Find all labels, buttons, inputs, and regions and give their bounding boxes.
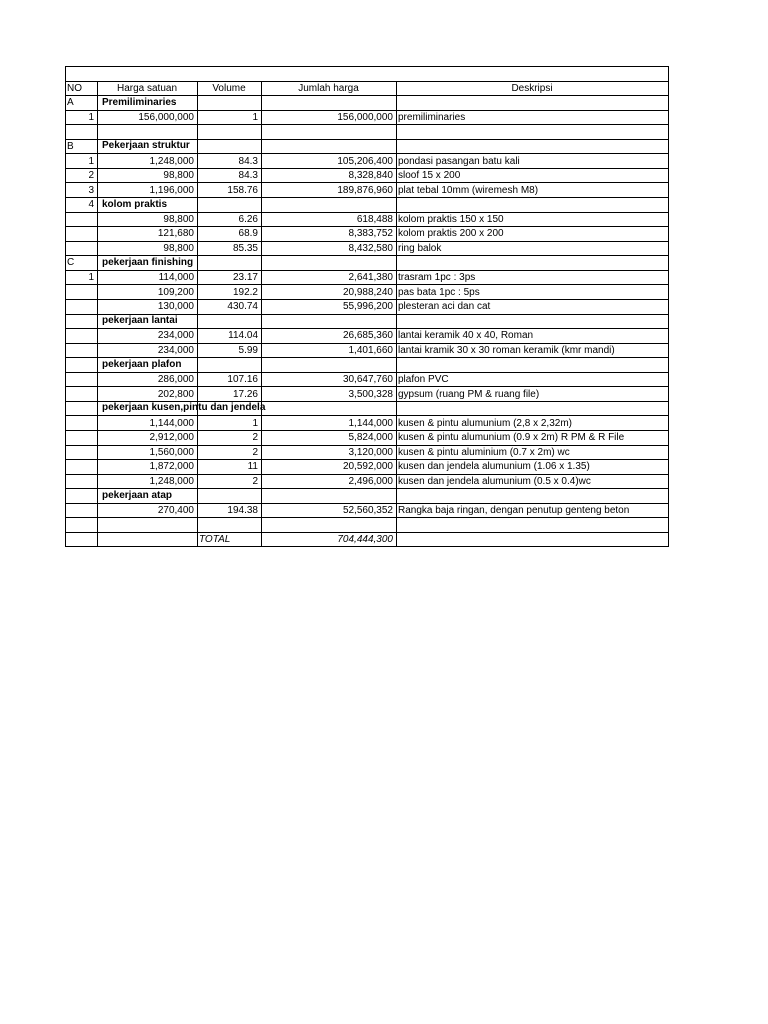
section-title: Pekerjaan struktur [102,140,190,152]
section-title: pekerjaan lantai [102,315,178,327]
deskripsi-cell: ring balok [398,242,442,254]
volume-cell: 194.38 [227,505,258,516]
grid-hline [65,66,669,67]
jumlah-harga-cell: 8,328,840 [348,170,393,182]
jumlah-harga-cell: 26,685,360 [342,330,393,342]
grid-hline [65,445,669,446]
deskripsi-cell: plesteran aci dan cat [398,301,491,313]
volume-cell: 23.17 [232,272,258,284]
jumlah-harga-cell: 189,876,960 [337,184,393,196]
jumlah-harga-cell: 20,592,000 [342,461,393,473]
harga-satuan-cell: 130,000 [157,301,194,313]
jumlah-harga-cell: 1,401,660 [348,344,393,356]
deskripsi-cell: kolom praktis 200 x 200 [398,228,504,240]
grid-hline [65,546,669,547]
grid-hline [65,415,669,416]
harga-satuan-cell: 234,000 [157,330,194,342]
harga-satuan-cell: 121,680 [157,228,194,240]
row-no: 4 [88,199,94,211]
jumlah-harga-cell: 20,988,240 [342,286,393,298]
harga-satuan-cell: 1,248,000 [149,475,194,487]
harga-satuan-cell: 286,000 [157,373,194,385]
volume-cell: 85.35 [232,242,258,254]
row-no: 1 [88,272,94,284]
jumlah-harga-cell: 105,206,400 [337,155,393,167]
section-title: pekerjaan kusen,pintu dan jendela [102,402,266,414]
header-deskripsi: Deskripsi [511,82,553,94]
jumlah-harga-cell: 618,488 [356,213,393,225]
section-title: kolom praktis [102,198,168,210]
volume-cell: 17.26 [232,388,258,400]
harga-satuan-cell: 1,248,000 [149,155,194,167]
grid-hline [65,270,669,271]
harga-satuan-cell: 98,800 [163,242,194,254]
jumlah-harga-cell: 52,560,352 [342,505,393,516]
grid-vline [668,66,669,547]
deskripsi-cell: lantai kramik 30 x 30 roman keramik (kmr mandi) [398,344,615,356]
deskripsi-cell: kusen & pintu alumunium (0.9 x 2m) R PM & R File [398,432,625,444]
volume-cell: 84.3 [238,155,258,167]
jumlah-harga-cell: 5,824,000 [348,432,393,444]
deskripsi-cell: kusen dan jendela alumunium (0.5 x 0.4)wc [398,475,591,487]
jumlah-harga-cell: 3,120,000 [348,446,393,458]
grid-hline [65,168,669,169]
row-no: 2 [88,170,94,182]
volume-cell: 1 [252,111,258,123]
harga-satuan-cell: 109,200 [157,286,194,298]
harga-satuan-cell: 98,800 [163,213,194,225]
harga-satuan-cell: 2,912,000 [149,432,194,444]
volume-cell: 68.9 [238,228,258,240]
section-title: pekerjaan atap [102,489,173,501]
section-title: pekerjaan plafon [102,358,182,370]
harga-satuan-cell: 1,144,000 [149,417,194,429]
grid-hline [65,488,669,489]
jumlah-harga-cell: 55,996,200 [342,301,393,313]
deskripsi-cell: kusen & pintu aluminium (0.7 x 2m) wc [398,446,570,458]
deskripsi-cell: pondasi pasangan batu kali [398,155,520,167]
volume-cell: 2 [252,432,258,444]
grid-vline [65,66,66,547]
total-label: TOTAL [199,534,231,546]
harga-satuan-cell: 1,560,000 [149,446,194,458]
volume-cell: 158.76 [227,184,258,196]
grid-hline [65,241,669,242]
volume-cell: 192.2 [232,286,258,298]
deskripsi-cell: lantai keramik 40 x 40, Roman [398,330,534,342]
row-no: 1 [88,155,94,167]
deskripsi-cell: trasram 1pc : 3ps [398,272,476,284]
grid-hline [65,95,669,96]
deskripsi-cell: kusen dan jendela alumunium (1.06 x 1.35) [398,461,590,473]
deskripsi-cell: plafon PVC [398,373,449,385]
grid-hline [65,153,669,154]
grid-hline [65,110,669,111]
grid-hline [65,124,669,125]
jumlah-harga-cell: 2,641,380 [348,272,393,284]
header-harga-satuan: Harga satuan [116,82,178,94]
volume-cell: 2 [252,475,258,487]
header-volume: Volume [212,82,246,94]
section-title: Premiliminaries [102,96,177,108]
jumlah-harga-cell: 8,432,580 [348,242,393,254]
grid-hline [65,226,669,227]
harga-satuan-cell: 1,196,000 [149,184,194,196]
grid-hline [65,182,669,183]
harga-satuan-cell: 202,800 [157,388,194,400]
row-no: 3 [88,184,94,196]
jumlah-harga-cell: 2,496,000 [348,475,393,487]
harga-satuan-cell: 234,000 [157,344,194,356]
total-value: 704,444,300 [337,534,393,546]
jumlah-harga-cell: 8,383,752 [348,228,393,240]
volume-cell: 107.16 [227,373,258,385]
deskripsi-cell: pas bata 1pc : 5ps [398,286,480,298]
row-no: C [67,257,75,269]
volume-cell: 6.26 [238,213,258,225]
volume-cell: 2 [252,446,258,458]
jumlah-harga-cell: 156,000,000 [337,111,393,123]
harga-satuan-cell: 1,872,000 [149,461,194,473]
grid-hline [65,357,669,358]
volume-cell: 84.3 [238,170,258,182]
grid-hline [65,517,669,518]
deskripsi-cell: kusen & pintu alumunium (2,8 x 2,32m) [398,417,572,429]
grid-hline [65,532,669,533]
harga-satuan-cell: 98,800 [163,170,194,182]
deskripsi-cell: sloof 15 x 200 [398,170,461,182]
grid-hline [65,299,669,300]
volume-cell: 11 [247,461,258,473]
grid-hline [65,343,669,344]
deskripsi-cell: kolom praktis 150 x 150 [398,213,504,225]
deskripsi-cell: gypsum (ruang PM & ruang file) [398,388,540,400]
grid-hline [65,503,669,504]
jumlah-harga-cell: 1,144,000 [348,417,393,429]
deskripsi-cell: premiliminaries [398,111,466,123]
volume-cell: 114.04 [228,330,258,342]
grid-hline [65,430,669,431]
grid-hline [65,386,669,387]
harga-satuan-cell: 114,000 [158,272,194,284]
grid-hline [65,372,669,373]
grid-hline [65,81,669,82]
volume-cell: 5.99 [238,344,258,356]
deskripsi-cell: Rangka baja ringan, dengan penutup genteng beton [398,505,630,516]
volume-cell: 430.74 [227,301,258,313]
deskripsi-cell: plat tebal 10mm (wiremesh M8) [398,184,539,196]
grid-hline [65,459,669,460]
row-no: A [67,97,74,109]
row-no: B [67,141,74,152]
grid-hline [65,328,669,329]
grid-hline [65,284,669,285]
jumlah-harga-cell: 30,647,760 [342,373,393,385]
grid-hline [65,255,669,256]
jumlah-harga-cell: 3,500,328 [348,388,393,400]
grid-hline [65,474,669,475]
grid-hline [65,197,669,198]
volume-cell: 1 [252,417,258,429]
header-no: NO [67,82,82,94]
harga-satuan-cell: 270,400 [157,505,194,516]
row-no: 1 [88,111,94,123]
harga-satuan-cell: 156,000,000 [138,111,194,123]
grid-hline [65,212,669,213]
header-jumlah-harga: Jumlah harga [298,82,359,94]
section-title: pekerjaan finishing [102,256,194,268]
